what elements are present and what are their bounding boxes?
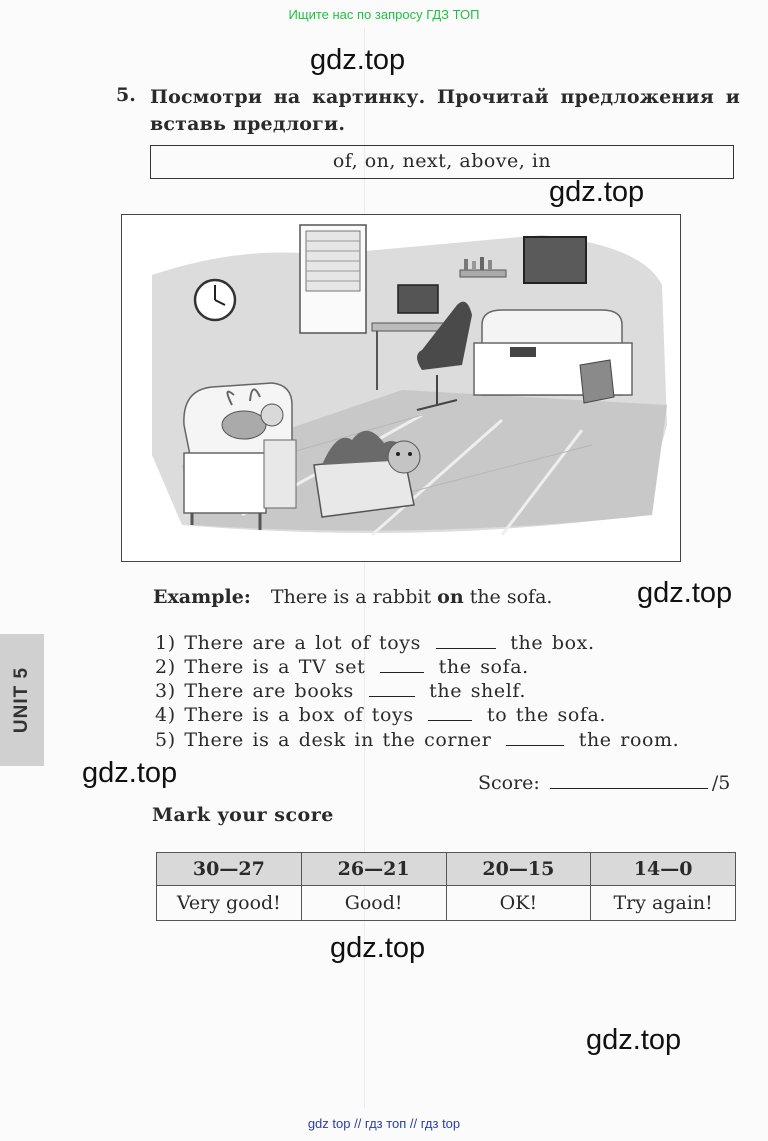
sentence-5 [155, 728, 679, 751]
sentence-text: There are books [184, 680, 354, 702]
footer-links[interactable]: gdz top // гдз топ // гдз top [307, 1116, 461, 1131]
score-range: 26—21 [301, 853, 446, 886]
sentence-number: 5) [155, 729, 176, 751]
sentence-text: There is a box of toys [184, 704, 414, 726]
sentence-text: the sofa. [438, 656, 529, 678]
watermark: gdz.top [586, 1024, 682, 1056]
score-total: /5 [711, 772, 731, 794]
score-label: Score: [478, 772, 540, 794]
score-labels-row [157, 886, 736, 921]
answer-blank[interactable] [436, 631, 496, 649]
task-instruction: Посмотри на картинку. Прочитай предложения и вставь предлоги. [150, 86, 740, 135]
unit-label: UNIT 5 [11, 666, 32, 734]
score-label-cell: Good! [301, 886, 446, 921]
watermark: gdz.top [310, 44, 406, 76]
score-ranges-row [157, 853, 736, 886]
sentence-text: the room. [578, 729, 680, 751]
sentence-text: to the sofa. [487, 704, 607, 726]
watermark: gdz.top [637, 577, 733, 609]
word-box: of, on, next, above, in [150, 145, 734, 179]
answer-blank[interactable] [506, 728, 564, 746]
score-field [478, 772, 730, 794]
sentence-number: 3) [155, 680, 176, 702]
example-keyword: on [437, 586, 464, 608]
example-label: Example: [153, 586, 251, 608]
watermark: gdz.top [330, 932, 426, 964]
example-text-before: There is a rabbit [270, 586, 432, 608]
sentence-text: There are a lot of toys [184, 632, 421, 654]
sentence-number: 4) [155, 704, 176, 726]
example-text-after: the sofa. [469, 586, 553, 608]
example-sentence [153, 586, 552, 608]
sentence-text: There is a TV set [184, 656, 366, 678]
sentence-1 [155, 631, 595, 654]
sentence-2 [155, 655, 529, 678]
score-table [156, 852, 736, 921]
mark-score-heading: Mark your score [152, 804, 334, 826]
top-banner[interactable]: Ищите нас по запросу ГДЗ ТОП [288, 7, 480, 22]
sentence-text: There is a desk in the corner [184, 729, 492, 751]
score-label-cell: OK! [446, 886, 591, 921]
answer-blank[interactable] [369, 679, 415, 697]
score-range: 30—27 [157, 853, 302, 886]
watermark: gdz.top [82, 757, 178, 789]
room-illustration [121, 214, 681, 562]
score-input-line[interactable] [550, 772, 708, 789]
watermark: gdz.top [549, 176, 645, 208]
score-range: 20—15 [446, 853, 591, 886]
sentence-number: 1) [155, 632, 176, 654]
sentence-4 [155, 703, 606, 726]
sentence-text: the box. [510, 632, 595, 654]
sentence-number: 2) [155, 656, 176, 678]
answer-blank[interactable] [428, 703, 472, 721]
sentence-text: the shelf. [429, 680, 527, 702]
score-label-cell: Try again! [591, 886, 736, 921]
score-range: 14—0 [591, 853, 736, 886]
score-label-cell: Very good! [157, 886, 302, 921]
answer-blank[interactable] [380, 655, 424, 673]
task-number: 5. [116, 84, 136, 106]
sentence-3 [155, 679, 526, 702]
